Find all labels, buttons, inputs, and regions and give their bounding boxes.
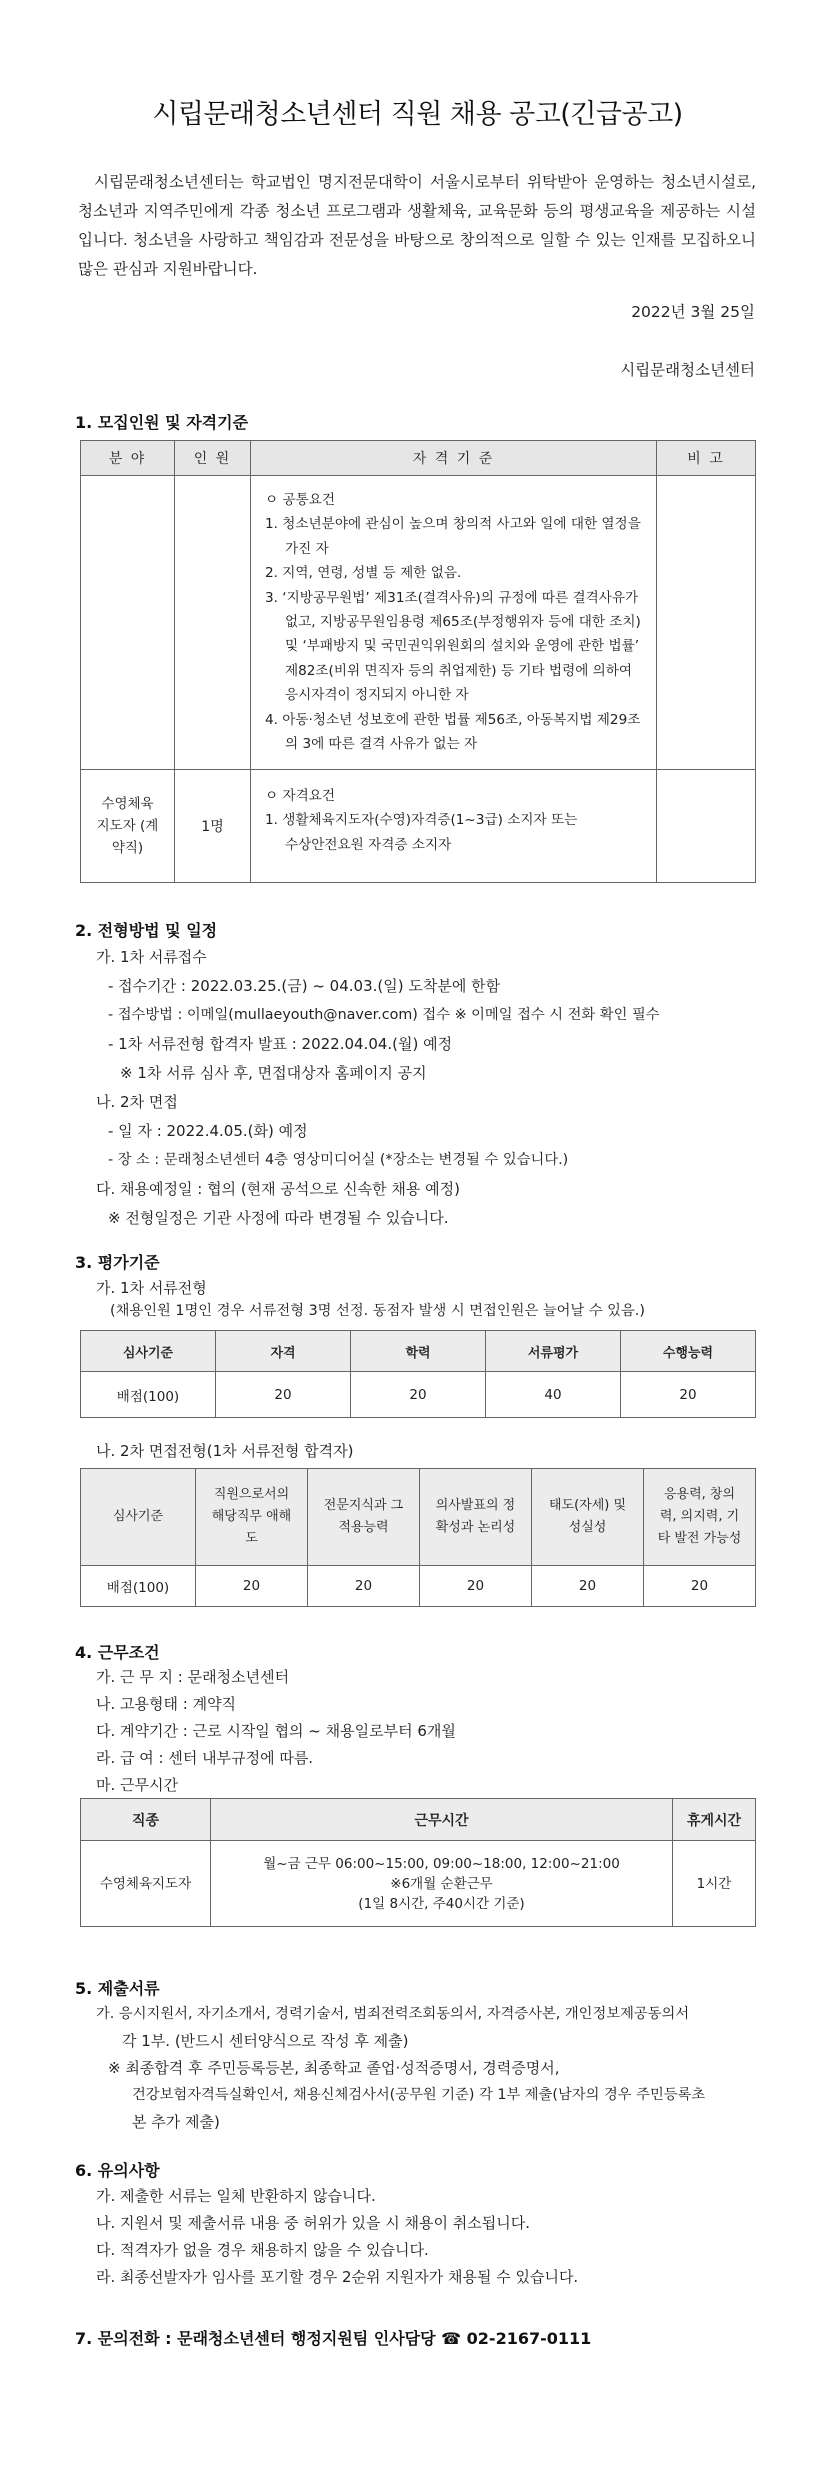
table-header: 응용력, 창의력, 의지력, 기타 발전 가능성 — [644, 1469, 756, 1566]
table-cell: 20 — [308, 1566, 420, 1607]
step-1-heading: 가. 1차 서류접수 — [96, 948, 207, 966]
table-header: 근무시간 — [211, 1799, 673, 1841]
table-header: 심사기준 — [81, 1469, 196, 1566]
documents-line: ※ 최종합격 후 주민등록등본, 최종학교 졸업·성적증명서, 경력증명서, — [108, 2059, 560, 2077]
section-5-heading: 5. 제출서류 — [75, 1979, 160, 1998]
section-3-heading: 3. 평가기준 — [75, 1253, 160, 1272]
table-header: 직종 — [81, 1799, 211, 1841]
rest-cell: 1시간 — [673, 1841, 756, 1927]
contact-line — [75, 2326, 591, 2349]
count-cell: 1명 — [175, 770, 251, 883]
table-row — [81, 1841, 756, 1927]
qualification-table — [80, 440, 756, 883]
notice-date: 2022년 3월 25일 — [631, 303, 755, 321]
table-header: 수행능력 — [621, 1331, 756, 1372]
section-6-heading: 6. 유의사항 — [75, 2161, 160, 2180]
notice-item: 다. 적격자가 없을 경우 채용하지 않을 수 있습니다. — [96, 2241, 429, 2259]
common-requirements-cell — [251, 476, 657, 770]
table-header: 직원으로서의 해당직무 애해도 — [196, 1469, 308, 1566]
application-period: - 접수기간 : 2022.03.25.(금) ~ 04.03.(일) 도착분에 한함 — [108, 977, 501, 995]
interview-date: - 일 자 : 2022.4.05.(화) 예정 — [108, 1122, 308, 1140]
contact-number[interactable]: 02-2167-0111 — [461, 2329, 592, 2348]
table-cell: 20 — [216, 1372, 351, 1418]
first-result-announcement: - 1차 서류전형 합격자 발표 : 2022.04.04.(월) 예정 — [108, 1035, 453, 1053]
work-hours-heading: 마. 근무시간 — [96, 1776, 178, 1794]
field-name: 수영체육 지도자 (계약직) — [96, 796, 159, 856]
notice-item: 가. 제출한 서류는 일체 반환하지 않습니다. — [96, 2187, 376, 2205]
document-screening-heading: 가. 1차 서류전형 — [96, 1279, 207, 1297]
document-screening-note: (채용인원 1명인 경우 서류전형 3명 선정. 동점자 발생 시 면접인원은 늘어날 수 있음.) — [110, 1303, 645, 1319]
table-row — [81, 1566, 756, 1607]
hiring-date: 다. 채용예정일 : 협의 (현재 공석으로 신속한 채용 예정) — [96, 1180, 460, 1198]
contact-label: 7. 문의전화 : 문래청소년센터 행정지원팀 인사담당 — [75, 2329, 442, 2348]
hours-line: ※6개월 순환근무 — [390, 1875, 493, 1892]
table-header-row — [81, 441, 756, 476]
hours-line: (1일 8시간, 주40시간 기준) — [358, 1895, 525, 1912]
list-item: 1. 청소년분야에 관심이 높으며 창의적 사고와 일에 대한 열정을 가진 자 — [265, 516, 641, 557]
hours-line: 월~금 근무 06:00~15:00, 09:00~18:00, 12:00~21:00 — [263, 1855, 620, 1872]
contract-period: 다. 계약기간 : 근로 시작일 협의 ~ 채용일로부터 6개월 — [96, 1722, 456, 1740]
notice-item: 나. 지원서 및 제출서류 내용 중 허위가 있을 시 채용이 취소됩니다. — [96, 2214, 530, 2232]
table-header: 학력 — [351, 1331, 486, 1372]
table-header: 인 원 — [175, 441, 251, 476]
table-header: 태도(자세) 및 성실성 — [532, 1469, 644, 1566]
salary: 라. 급 여 : 센터 내부규정에 따름. — [96, 1749, 314, 1767]
work-place: 가. 근 무 지 : 문래청소년센터 — [96, 1668, 290, 1686]
table-cell: 20 — [621, 1372, 756, 1418]
list-item: 3. ‘지방공무원법’ 제31조(결격사유)의 규정에 따른 결격사유가 없고, 지방공무원임용령 제65조(부정행위자 등에 대한 조치) 및 ‘부패방지 및 국민권익위원회의 설치와 운영에 관한 법률’ 제82조(비위 면직자 등의 취업제한) 등 기타 법령에 의하여 응시자격이 정지되지 아니한 자 — [265, 589, 641, 704]
common-requirements-heading: ㅇ 공통요건 — [265, 492, 335, 508]
table-header-row — [81, 1469, 756, 1566]
table-cell: 배점(100) — [81, 1372, 216, 1418]
document-screening-table — [80, 1330, 756, 1418]
phone-icon: ☎ — [441, 2329, 462, 2348]
common-requirements-row — [81, 476, 756, 770]
table-cell: 20 — [196, 1566, 308, 1607]
note-cell — [657, 770, 756, 883]
table-cell: 40 — [486, 1372, 621, 1418]
table-header: 전문지식과 그 적용능력 — [308, 1469, 420, 1566]
interview-place: - 장 소 : 문래청소년센터 4층 영상미디어실 (*장소는 변경될 수 있습니다.) — [108, 1152, 569, 1168]
table-header-row — [81, 1331, 756, 1372]
interview-screening-heading: 나. 2차 면접전형(1차 서류전형 합격자) — [96, 1442, 354, 1460]
documents-line: 가. 응시지원서, 자기소개서, 경력기술서, 범죄전력조회동의서, 자격증사본, 개인정보제공동의서 — [96, 2006, 690, 2022]
table-cell — [175, 476, 251, 770]
table-cell — [657, 476, 756, 770]
announcement-note: ※ 1차 서류 심사 후, 면접대상자 홈페이지 공지 — [120, 1064, 427, 1082]
list-item-continuation: 수상안전요원 자격증 소지자 — [285, 836, 452, 853]
employment-type: 나. 고용형태 : 계약직 — [96, 1695, 237, 1713]
table-header: 자 격 기 준 — [251, 441, 657, 476]
interview-screening-table — [80, 1468, 756, 1607]
table-header: 의사발표의 정확성과 논리성 — [420, 1469, 532, 1566]
organization-name: 시립문래청소년센터 — [620, 361, 755, 379]
table-header: 심사기준 — [81, 1331, 216, 1372]
position-requirements-cell — [251, 770, 657, 883]
table-header: 자격 — [216, 1331, 351, 1372]
position-row — [81, 770, 756, 883]
table-header: 비 고 — [657, 441, 756, 476]
job-cell: 수영체육지도자 — [81, 1841, 211, 1927]
table-cell: 배점(100) — [81, 1566, 196, 1607]
table-cell: 20 — [644, 1566, 756, 1607]
table-header: 분 야 — [81, 441, 175, 476]
schedule-note: ※ 전형일정은 기관 사정에 따라 변경될 수 있습니다. — [108, 1209, 449, 1227]
table-cell: 20 — [351, 1372, 486, 1418]
list-item: 4. 아동·청소년 성보호에 관한 법률 제56조, 아동복지법 제29조의 3에 따른 결격 사유가 없는 자 — [265, 711, 641, 753]
notice-title: 시립문래청소년센터 직원 채용 공고(긴급공고) — [152, 99, 683, 130]
table-header: 휴게시간 — [673, 1799, 756, 1841]
section-1-heading: 1. 모집인원 및 자격기준 — [75, 413, 249, 432]
table-header-row — [81, 1799, 756, 1841]
documents-line: 본 추가 제출) — [132, 2113, 220, 2131]
step-2-heading: 나. 2차 면접 — [96, 1093, 178, 1111]
documents-line: 건강보험자격득실확인서, 채용신체검사서(공무원 기준) 각 1부 제출(남자의 경우 주민등록초 — [132, 2087, 706, 2103]
work-hours-table — [80, 1798, 756, 1927]
documents-line: 각 1부. (반드시 센터양식으로 작성 후 제출) — [122, 2032, 409, 2050]
field-cell — [81, 770, 175, 883]
table-header: 서류평가 — [486, 1331, 621, 1372]
application-method: - 접수방법 : 이메일(mullaeyouth@naver.com) 접수 ※ 이메일 접수 시 전화 확인 필수 — [108, 1007, 660, 1023]
section-4-heading: 4. 근무조건 — [75, 1643, 160, 1662]
position-requirements-heading: ㅇ 자격요건 — [265, 788, 335, 804]
hours-cell — [211, 1841, 673, 1927]
table-cell: 20 — [420, 1566, 532, 1607]
table-cell — [81, 476, 175, 770]
list-item: 1. 생활체육지도자(수영)자격증(1~3급) 소지자 또는 — [265, 812, 578, 829]
list-item: 2. 지역, 연령, 성별 등 제한 없음. — [265, 565, 462, 582]
section-2-heading: 2. 전형방법 및 일정 — [75, 921, 218, 940]
table-row — [81, 1372, 756, 1418]
intro-paragraph: 시립문래청소년센터는 학교법인 명지전문대학이 서울시로부터 위탁받아 운영하는 청소년시설로, 청소년과 지역주민에게 각종 청소년 프로그램과 생활체육, 교육문화 등의 평생교육을 제공하는 시설입니다. 청소년을 사랑하고 책임감과 전문성을 바탕으로 창의적으로 일할 수 있는 인재를 모집하오니 많은 관심과 지원바랍니다. — [78, 173, 756, 278]
table-cell: 20 — [532, 1566, 644, 1607]
notice-item: 라. 최종선발자가 임사를 포기할 경우 2순위 지원자가 채용될 수 있습니다. — [96, 2268, 579, 2286]
